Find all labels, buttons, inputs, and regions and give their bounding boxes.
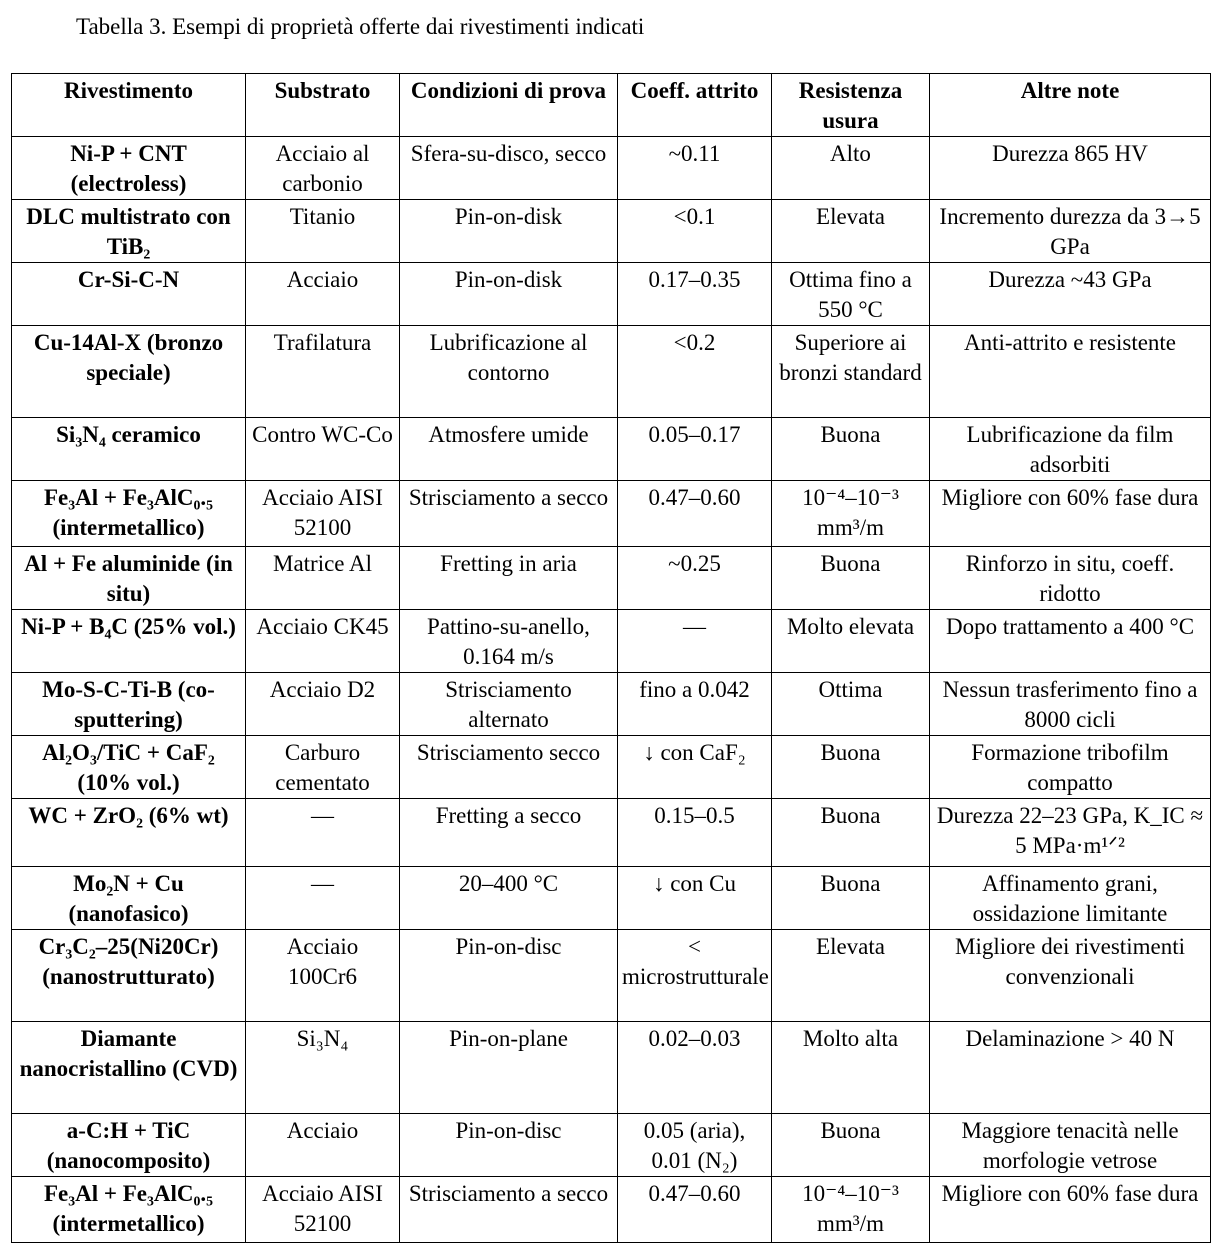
cell-coeff-attrito: < microstrutturale — [618, 930, 772, 1022]
cell-condizioni: Sfera-su-disco, secco — [400, 137, 618, 200]
cell-coeff-attrito: 0.05 (aria), 0.01 (N₂) — [618, 1114, 772, 1177]
table-row — [12, 1177, 1211, 1243]
cell-rivestimento: Mo-S-C-Ti-B (co-sputtering) — [12, 673, 246, 736]
cell-altre-note: Nessun trasferimento fino a 8000 cicli — [930, 673, 1211, 736]
table-row — [12, 481, 1211, 547]
cell-resistenza: Elevata — [772, 930, 930, 1022]
table-row — [12, 610, 1211, 673]
table-row — [12, 799, 1211, 867]
table-row — [12, 867, 1211, 930]
cell-coeff-attrito: ~0.11 — [618, 137, 772, 200]
table-row — [12, 263, 1211, 326]
cell-substrato: Acciaio 100Cr6 — [246, 930, 400, 1022]
table-row — [12, 1022, 1211, 1114]
cell-altre-note: Formazione tribofilm compatto — [930, 736, 1211, 799]
cell-altre-note: Migliore dei rivestimenti convenzionali — [930, 930, 1211, 1022]
cell-resistenza: Superiore ai bronzi standard — [772, 326, 930, 418]
cell-altre-note: Durezza ~43 GPa — [930, 263, 1211, 326]
cell-rivestimento: a-C:H + TiC (nanocomposito) — [12, 1114, 246, 1177]
table-row — [12, 418, 1211, 481]
cell-substrato: Acciaio al carbonio — [246, 137, 400, 200]
table-row — [12, 137, 1211, 200]
cell-altre-note: Lubrificazione da film adsorbiti — [930, 418, 1211, 481]
cell-altre-note: Dopo trattamento a 400 °C — [930, 610, 1211, 673]
cell-altre-note: Migliore con 60% fase dura — [930, 1177, 1211, 1243]
cell-resistenza: Ottima fino a 550 °C — [772, 263, 930, 326]
cell-substrato: Acciaio — [246, 263, 400, 326]
cell-altre-note: Rinforzo in situ, coeff. ridotto — [930, 547, 1211, 610]
cell-condizioni: Strisciamento secco — [400, 736, 618, 799]
cell-coeff-attrito: 0.02–0.03 — [618, 1022, 772, 1114]
cell-coeff-attrito: 0.17–0.35 — [618, 263, 772, 326]
cell-condizioni: Pin-on-disc — [400, 930, 618, 1022]
cell-rivestimento: Cr₃C₂–25(Ni20Cr) (nanostrutturato) — [12, 930, 246, 1022]
cell-substrato: Titanio — [246, 200, 400, 263]
cell-condizioni: Strisciamento a secco — [400, 1177, 618, 1243]
cell-rivestimento: Al₂O₃/TiC + CaF₂ (10% vol.) — [12, 736, 246, 799]
cell-rivestimento: Cr-Si-C-N — [12, 263, 246, 326]
cell-altre-note: Durezza 865 HV — [930, 137, 1211, 200]
cell-altre-note: Durezza 22–23 GPa, K_IC ≈ 5 MPa·m¹ᐟ² — [930, 799, 1211, 867]
header-substrato: Substrato — [246, 74, 400, 137]
header-rivestimento: Rivestimento — [12, 74, 246, 137]
table-row — [12, 736, 1211, 799]
cell-substrato: Acciaio CK45 — [246, 610, 400, 673]
cell-rivestimento: DLC multistrato con TiB₂ — [12, 200, 246, 263]
cell-altre-note: Affinamento grani, ossidazione limitante — [930, 867, 1211, 930]
cell-condizioni: Pin-on-disk — [400, 263, 618, 326]
cell-substrato: Trafilatura — [246, 326, 400, 418]
cell-resistenza: 10⁻⁴–10⁻³ mm³/m — [772, 481, 930, 547]
cell-altre-note: Incremento durezza da 3→5 GPa — [930, 200, 1211, 263]
cell-resistenza: Buona — [772, 867, 930, 930]
cell-coeff-attrito: 0.47–0.60 — [618, 481, 772, 547]
cell-condizioni: Strisciamento a secco — [400, 481, 618, 547]
table-header-row — [12, 74, 1211, 137]
cell-coeff-attrito: ↓ con CaF₂ — [618, 736, 772, 799]
cell-rivestimento: Al + Fe aluminide (in situ) — [12, 547, 246, 610]
cell-coeff-attrito: <0.2 — [618, 326, 772, 418]
cell-condizioni: Fretting a secco — [400, 799, 618, 867]
cell-substrato: Contro WC-Co — [246, 418, 400, 481]
cell-altre-note: Anti-attrito e resistente — [930, 326, 1211, 418]
cell-rivestimento: Fe₃Al + Fe₃AlC₀.₅ (intermetallico) — [12, 481, 246, 547]
cell-resistenza: Molto elevata — [772, 610, 930, 673]
cell-coeff-attrito: 0.05–0.17 — [618, 418, 772, 481]
header-altre-note: Altre note — [930, 74, 1211, 137]
cell-resistenza: Buona — [772, 736, 930, 799]
cell-condizioni: 20–400 °C — [400, 867, 618, 930]
cell-condizioni: Lubrificazione al contorno — [400, 326, 618, 418]
header-coeff-attrito: Coeff. attrito — [618, 74, 772, 137]
cell-substrato: Si₃N₄ — [246, 1022, 400, 1114]
cell-altre-note: Maggiore tenacità nelle morfologie vetrose — [930, 1114, 1211, 1177]
cell-substrato: Carburo cementato — [246, 736, 400, 799]
cell-coeff-attrito: ~0.25 — [618, 547, 772, 610]
cell-rivestimento: Ni-P + B₄C (25% vol.) — [12, 610, 246, 673]
cell-condizioni: Atmosfere umide — [400, 418, 618, 481]
header-condizioni: Condizioni di prova — [400, 74, 618, 137]
cell-condizioni: Pin-on-disk — [400, 200, 618, 263]
table-row — [12, 326, 1211, 418]
cell-substrato: Acciaio — [246, 1114, 400, 1177]
cell-substrato: Acciaio AISI 52100 — [246, 1177, 400, 1243]
table-row — [12, 930, 1211, 1022]
cell-resistenza: 10⁻⁴–10⁻³ mm³/m — [772, 1177, 930, 1243]
cell-resistenza: Alto — [772, 137, 930, 200]
cell-altre-note: Delaminazione > 40 N — [930, 1022, 1211, 1114]
cell-substrato: Matrice Al — [246, 547, 400, 610]
cell-rivestimento: Mo₂N + Cu (nanofasico) — [12, 867, 246, 930]
cell-resistenza: Ottima — [772, 673, 930, 736]
table-caption: Tabella 3. Esempi di proprietà offerte dai rivestimenti indicati — [76, 14, 645, 39]
cell-rivestimento: Fe₃Al + Fe₃AlC₀.₅ (intermetallico) — [12, 1177, 246, 1243]
table-row — [12, 200, 1211, 263]
cell-substrato: Acciaio D2 — [246, 673, 400, 736]
cell-rivestimento: Cu-14Al-X (bronzo speciale) — [12, 326, 246, 418]
cell-rivestimento: Diamante nanocristallino (CVD) — [12, 1022, 246, 1114]
table-row — [12, 547, 1211, 610]
table-row — [12, 1114, 1211, 1177]
cell-coeff-attrito: fino a 0.042 — [618, 673, 772, 736]
cell-resistenza: Buona — [772, 799, 930, 867]
cell-resistenza: Buona — [772, 418, 930, 481]
cell-condizioni: Pin-on-disc — [400, 1114, 618, 1177]
cell-coeff-attrito: 0.47–0.60 — [618, 1177, 772, 1243]
cell-condizioni: Pin-on-plane — [400, 1022, 618, 1114]
cell-rivestimento: Si₃N₄ ceramico — [12, 418, 246, 481]
cell-resistenza: Elevata — [772, 200, 930, 263]
cell-condizioni: Strisciamento alternato — [400, 673, 618, 736]
cell-altre-note: Migliore con 60% fase dura — [930, 481, 1211, 547]
table-row — [12, 673, 1211, 736]
properties-table — [11, 73, 1211, 1243]
cell-coeff-attrito: ↓ con Cu — [618, 867, 772, 930]
cell-resistenza: Buona — [772, 1114, 930, 1177]
cell-rivestimento: WC + ZrO₂ (6% wt) — [12, 799, 246, 867]
cell-coeff-attrito: — — [618, 610, 772, 673]
cell-condizioni: Fretting in aria — [400, 547, 618, 610]
cell-resistenza: Molto alta — [772, 1022, 930, 1114]
cell-resistenza: Buona — [772, 547, 930, 610]
header-resistenza: Resistenza usura — [772, 74, 930, 137]
cell-substrato: Acciaio AISI 52100 — [246, 481, 400, 547]
cell-substrato: — — [246, 799, 400, 867]
cell-coeff-attrito: <0.1 — [618, 200, 772, 263]
cell-substrato: — — [246, 867, 400, 930]
cell-rivestimento: Ni-P + CNT (electroless) — [12, 137, 246, 200]
cell-condizioni: Pattino-su-anello, 0.164 m/s — [400, 610, 618, 673]
cell-coeff-attrito: 0.15–0.5 — [618, 799, 772, 867]
